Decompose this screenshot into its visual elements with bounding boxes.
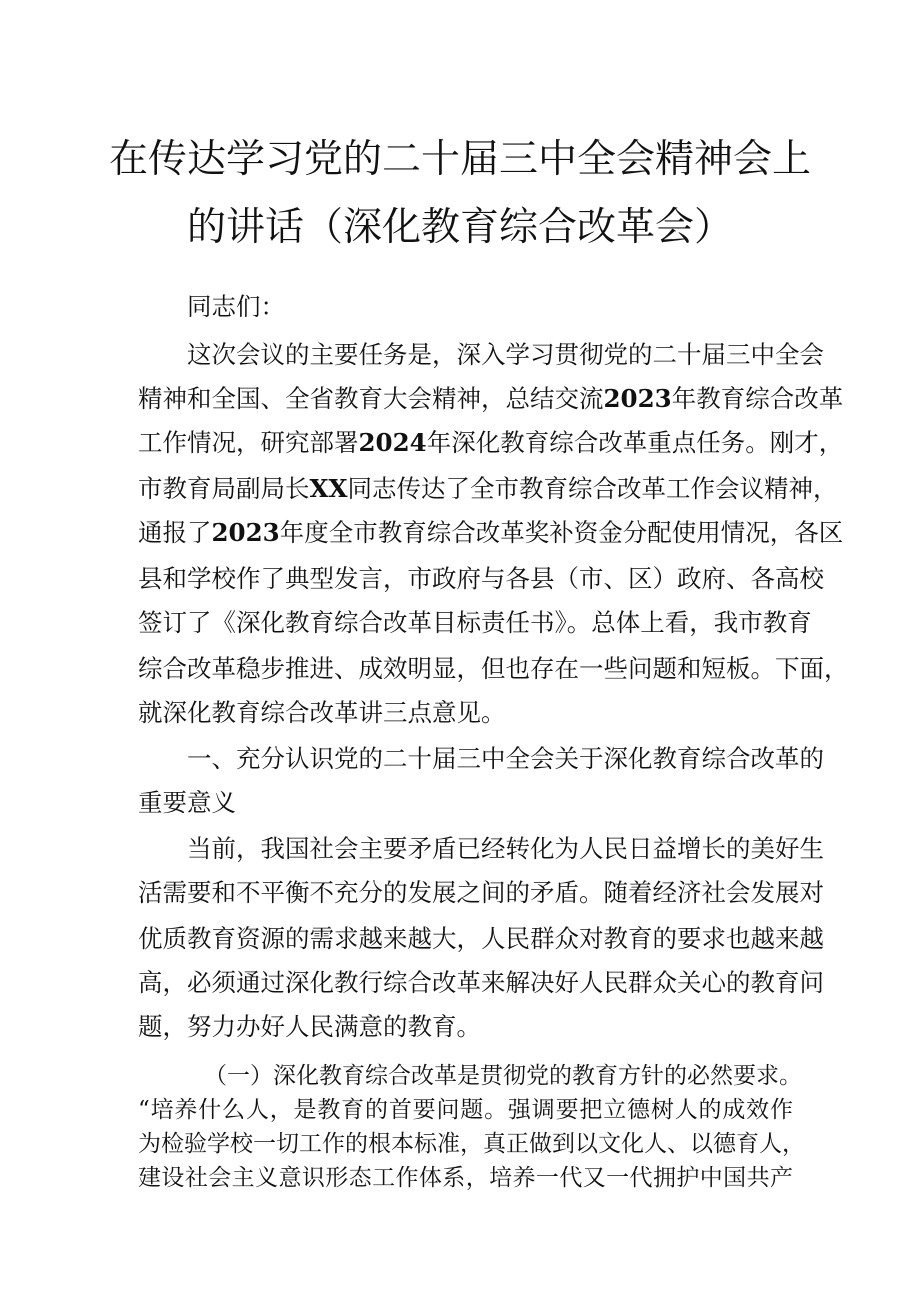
text-span: 精神和全国、全省教育大会精神，总结交流 (138, 384, 604, 413)
text-span: 市教育局副局长 (138, 474, 310, 503)
paragraph-2-line-2: 活需要和不平衡不充分的发展之间的矛盾。随着经济社会发展对 (138, 878, 824, 907)
paragraph-1-line-2 (138, 384, 844, 414)
paragraph-3-line-4: 建设社会主义意识形态工作体系，培养一代又一代拥护中国共产 (138, 1165, 793, 1191)
paragraph-2-line-5: 题，努力办好人民满意的教育。 (138, 1012, 481, 1041)
text-span: 同志传达了全市教育综合改革工作会议精神， (347, 474, 838, 503)
paragraph-3-line-3: 为检验学校一切工作的根本标准，真正做到以文化人、以德育人， (138, 1131, 805, 1157)
paragraph-3-line-2: “培养什么人，是教育的首要问题。强调要把立德树人的成效作 (138, 1097, 793, 1123)
paragraph-1-line-8: 综合改革稳步推进、成效明显，但也存在一些问题和短板。下面， (138, 654, 849, 683)
paragraph-2-line-1: 当前，我国社会主要矛盾已经转化为人民日益增长的美好生 (187, 834, 824, 863)
paragraph-1-line-3 (138, 428, 844, 458)
section-heading-1-line-2: 重要意义 (138, 788, 236, 817)
paragraph-1-line-1: 这次会议的主要任务是，深入学习贯彻党的二十届三中全会 (187, 340, 824, 369)
text-span: 工作情况，研究部署 (138, 428, 359, 457)
text-span: 通报了 (138, 518, 212, 547)
document-title-line-2: 的讲话（深化教育综合改革会） (186, 205, 733, 250)
paragraph-2-line-4: 高，必须通过深化教行综合改革来解决好人民群众关心的教育问 (138, 968, 824, 997)
paragraph-3-line-1: （一）深化教育综合改革是贯彻党的教育方针的必然要求。 (204, 1063, 802, 1089)
paragraph-1-line-5 (138, 518, 844, 548)
year-2023: 2023 (211, 518, 280, 547)
section-heading-1-line-1: 一、充分认识党的二十届三中全会关于深化教育综合改革的 (187, 744, 824, 773)
paragraph-1-line-9: 就深化教育综合改革讲三点意见。 (138, 698, 506, 727)
text-span: 年教育综合改革 (671, 384, 844, 413)
salutation: 同志们： (187, 292, 285, 321)
text-span: 年度全市教育综合改革奖补资金分配使用情况，各区 (279, 518, 844, 547)
paragraph-1-line-7: 签订了《深化教育综合改革目标责任书》。总体上看，我市教育 (138, 608, 812, 637)
person-placeholder: XX (309, 474, 348, 503)
year-2024: 2024 (358, 428, 427, 457)
text-span: 年深化教育综合改革重点任务。刚才， (426, 428, 844, 457)
document-title-line-1: 在传达学习党的二十届三中全会精神会上 (108, 137, 811, 182)
paragraph-1-line-4 (138, 474, 838, 504)
paragraph-1-line-6: 县和学校作了典型发言，市政府与各县（市、区）政府、各高校 (138, 564, 824, 593)
year-2023: 2023 (603, 384, 672, 413)
paragraph-2-line-3: 优质教育资源的需求越来越大，人民群众对教育的要求也越来越 (138, 924, 824, 953)
